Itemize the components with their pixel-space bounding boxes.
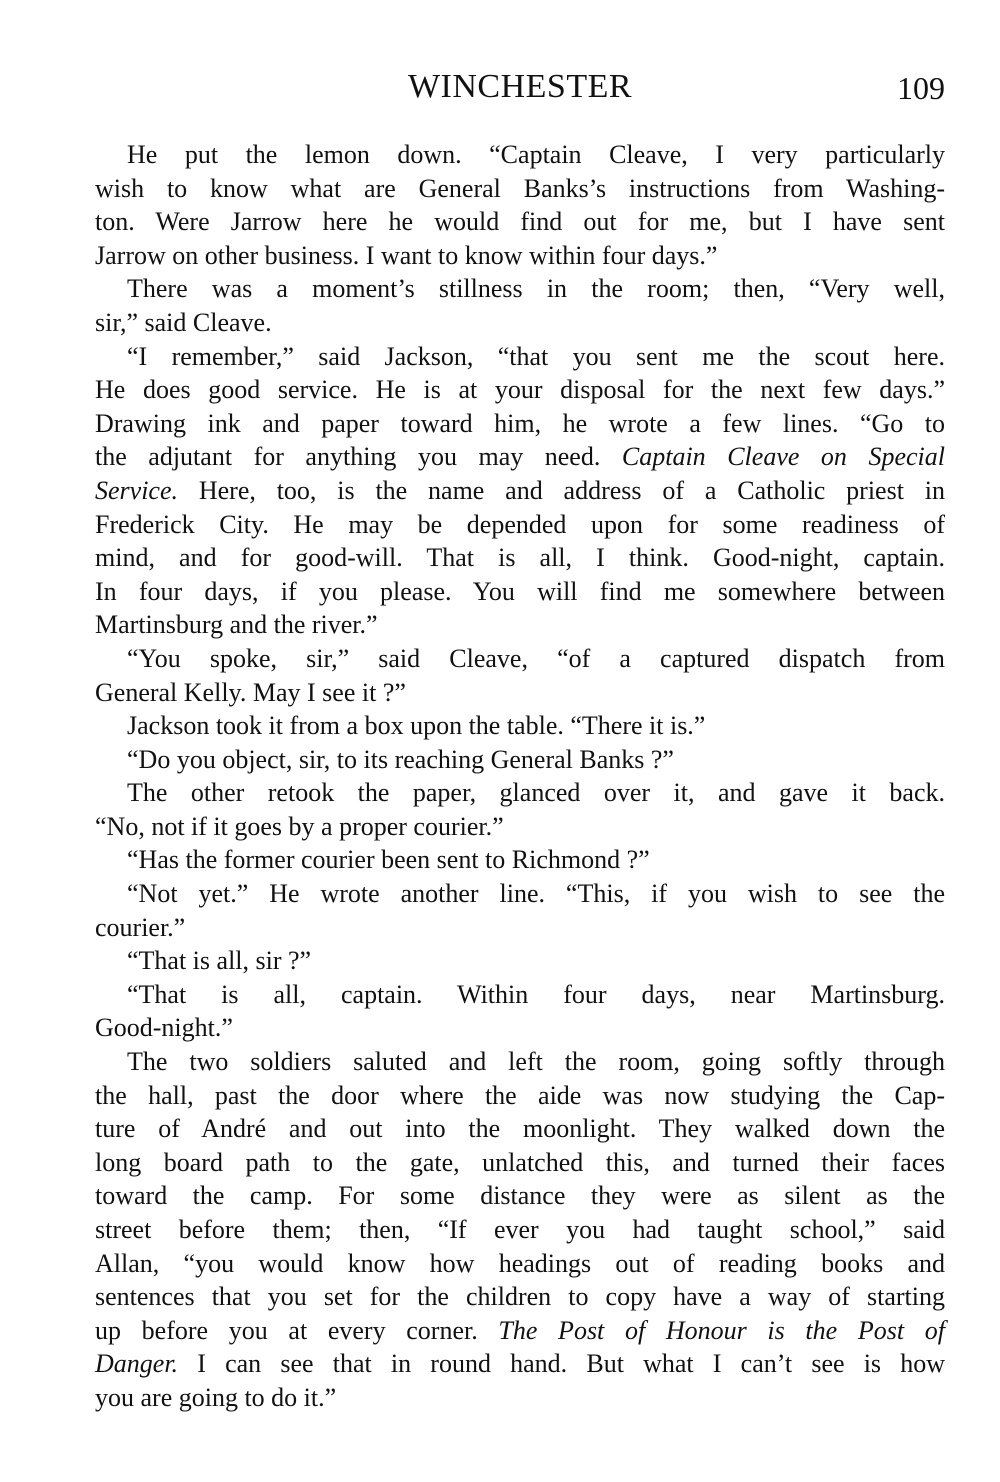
text-line: “I remember,” said Jackson, “that you sent me the scout here. [127,341,945,371]
text-line: ture of André and out into the moonlight. They walked down the [95,1114,945,1144]
text-line: “That is all, captain. Within four days, near Martinsburg. [127,979,945,1009]
running-title: WINCHESTER [407,68,633,105]
text-line: sir,” said Cleave. [95,307,272,337]
page-number: 109 [897,70,945,106]
text-line: toward the camp. For some distance they were as silent as the [95,1181,945,1211]
text-line: Frederick City. He may be depended upon for some readiness of [95,509,945,539]
text-line: There was a moment’s stillness in the room; then, “Very well, [127,274,945,304]
text-line: long board path to the gate, unlatched this, and turned their faces [95,1147,945,1177]
text-line: Allan, “you would know how headings out of reading books and [95,1248,945,1278]
text-line: Jackson took it from a box upon the table. “There it is.” [127,711,706,741]
body-text [95,138,945,1415]
text-line: ton. Were Jarrow here he would find out for me, but I have sent [95,207,945,237]
text-line: “Has the former courier been sent to Richmond ?” [127,845,650,875]
text-line: sentences that you set for the children to copy have a way of starting [95,1282,945,1312]
text-line: General Kelly. May I see it ?” [95,677,406,707]
text-line: mind, and for good-will. That is all, I think. Good-night, captain. [95,543,945,573]
text-line: Service. Here, too, is the name and address of a Catholic priest in [95,475,945,505]
text-line: He put the lemon down. “Captain Cleave, I very particularly [127,140,945,169]
text-line: up before you at every corner. The Post of Honour is the Post of [95,1315,945,1345]
text-line: “That is all, sir ?” [127,946,312,976]
page-header [95,68,945,110]
text-line: Martinsburg and the river.” [95,610,378,640]
text-line: the hall, past the door where the aide was now studying the Cap- [95,1080,945,1110]
text-line: “Not yet.” He wrote another line. “This, if you wish to see the [127,879,945,909]
text-line: “Do you object, sir, to its reaching General Banks ?” [127,744,674,774]
text-line: wish to know what are General Banks’s instructions from Washing- [95,173,945,203]
text-line: The two soldiers saluted and left the room, going softly through [127,1047,945,1077]
text-line: He does good service. He is at your disposal for the next few days.” [95,375,945,405]
text-line: The other retook the paper, glanced over it, and gave it back. [127,778,945,808]
text-line: Danger. I can see that in round hand. But what I can’t see is how [95,1349,945,1379]
text-line: street before them; then, “If ever you had taught school,” said [95,1215,945,1244]
text-line: In four days, if you please. You will find me somewhere between [95,576,945,606]
text-line: “You spoke, sir,” said Cleave, “of a captured dispatch from [127,643,945,673]
text-line: Good-night.” [95,1013,233,1043]
text-line: “No, not if it goes by a proper courier.” [95,811,504,841]
text-line: the adjutant for anything you may need. Captain Cleave on Special [95,442,945,472]
text-line: Drawing ink and paper toward him, he wrote a few lines. “Go to [95,408,945,438]
text-line: you are going to do it.” [95,1382,337,1412]
text-line: courier.” [95,912,186,942]
text-line: Jarrow on other business. I want to know within four days.” [95,240,718,270]
